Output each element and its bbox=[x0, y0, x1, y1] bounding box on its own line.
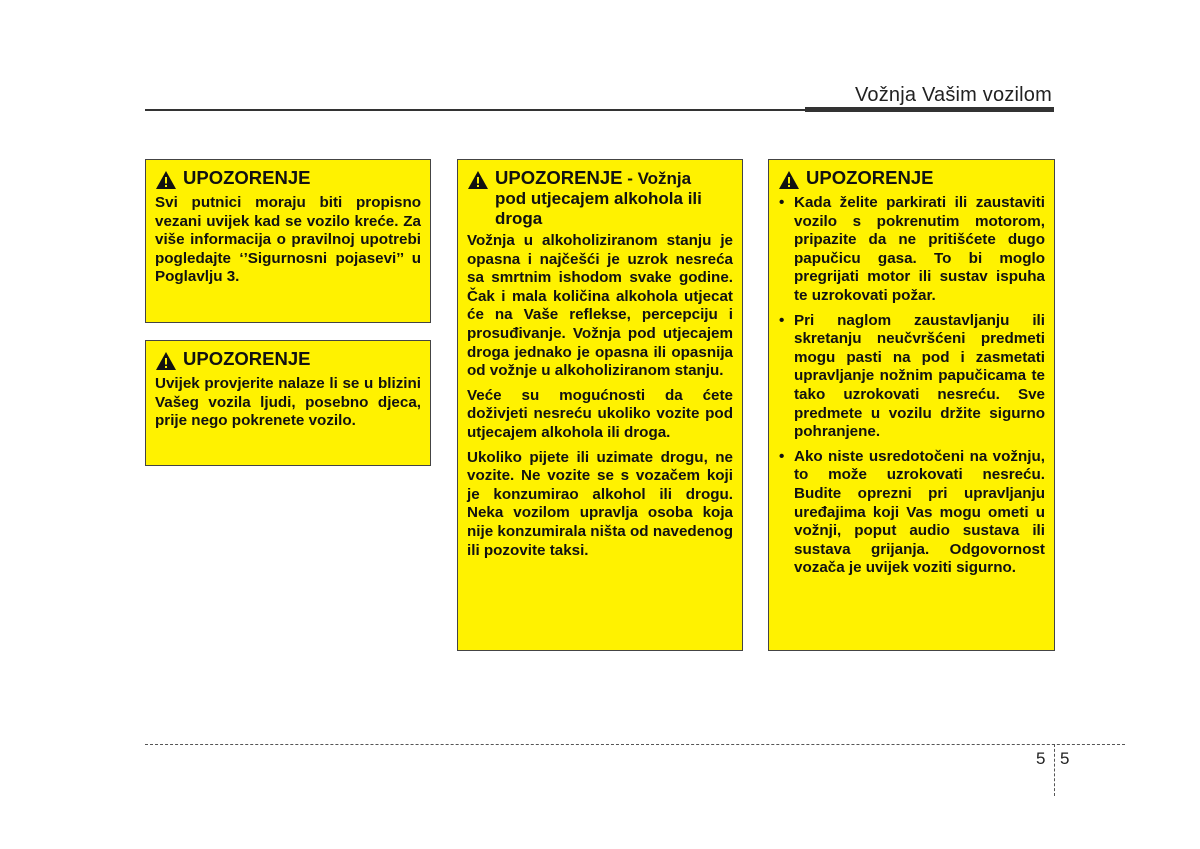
warning-box-parking-objects bbox=[768, 159, 1055, 651]
warning-title: UPOZORENJE bbox=[183, 167, 311, 188]
page-header-title: Vožnja Vašim vozilom bbox=[854, 84, 1052, 106]
warning-triangle-icon bbox=[778, 170, 800, 190]
warning-triangle-icon bbox=[467, 170, 489, 190]
page-number: 5 bbox=[1060, 749, 1070, 768]
warning-paragraph: Vožnja u alkoholiziranom stanju je opasna i najčešći je uzrok nesreća sa smrtnim ishodom svake godine. Čak i mala količina alkohola utjecat će na Vaše reflekse, percepciju i prosuđivanje. Vožnja pod utjecajem droga jednako je opasna ili opasnija od vožnje u alkoholiziranom stanju. bbox=[467, 232, 733, 380]
warning-box-header bbox=[467, 168, 733, 228]
warning-title: UPOZORENJE bbox=[495, 167, 623, 188]
warning-bullet-list bbox=[778, 194, 1045, 578]
warning-paragraph: Veće su mogućnosti da ćete doživjeti nesreću ukoliko vozite pod utjecajem alkohola ili droga. bbox=[467, 386, 733, 441]
header-rule-thick bbox=[805, 107, 1054, 112]
warning-text bbox=[467, 232, 733, 560]
warning-title: UPOZORENJE bbox=[806, 167, 934, 188]
header-rule-thin bbox=[145, 109, 810, 111]
warning-box-people-nearby bbox=[145, 340, 431, 466]
warning-triangle-icon bbox=[155, 170, 177, 190]
warning-box-header bbox=[155, 349, 421, 371]
warning-title-block bbox=[495, 168, 733, 228]
warning-box-header bbox=[155, 168, 421, 190]
warning-triangle-icon bbox=[155, 351, 177, 371]
warning-paragraph: Ukoliko pijete ili uzimate drogu, ne vozite. Ne vozite se s vozačem koji je konzumirao alkohol ili drogu. Neka vozilom upravlja osoba koja nije konzumirala ništa od navedenog ili pozovite taksi. bbox=[467, 448, 733, 559]
page-number-divider bbox=[1054, 744, 1055, 796]
warning-subtitle: pod utjecajem alkohola ili droga bbox=[495, 189, 702, 228]
warning-bullet-item: • Pri naglom zaustavljanju ili skretanju neučvršćeni predmeti mogu pasti na pod i zasmetati upravljanje nožnim papučicama te tako uzrokovati nesreću. Sve predmete u vozilu držite sigurno pohranjene. bbox=[778, 312, 1045, 442]
footer-rule bbox=[145, 744, 1125, 745]
warning-text: Uvijek provjerite nalaze li se u blizini Vašeg vozila ljudi, posebno djeca, prije nego pokrenete vozilo. bbox=[155, 375, 421, 430]
chapter-number: 5 bbox=[1036, 749, 1046, 768]
warning-box-seatbelts bbox=[145, 159, 431, 323]
warning-bullet-item: • Kada želite parkirati ili zaustaviti vozilo s pokrenutim motorom, pripazite da ne pritišćete dugo papučicu gasa. To bi moglo pregrijati motor ili sustav ispuha te uzrokovati požar. bbox=[778, 194, 1045, 306]
warning-subtitle-prefix: - Vožnja bbox=[622, 169, 692, 188]
warning-text: Svi putnici moraju biti propisno vezani uvijek kad se vozilo kreće. Za više informacija o pravilnoj upotrebi pogledajte ‘’Sigurnosni pojasevi’’ u Poglavlju 3. bbox=[155, 194, 421, 286]
warning-box-header bbox=[778, 168, 1045, 190]
warning-bullet-item: • Ako niste usredotočeni na vožnju, to može uzrokovati nesreću. Budite oprezni pri upravljanju uređajima koji Vas mogu ometi u vožnji, poput audio sustava ili sustava grijanja. Odgovornost vozača je uvijek voziti sigurno. bbox=[778, 448, 1045, 578]
warning-title: UPOZORENJE bbox=[183, 348, 311, 369]
warning-box-alcohol-drugs bbox=[457, 159, 743, 651]
